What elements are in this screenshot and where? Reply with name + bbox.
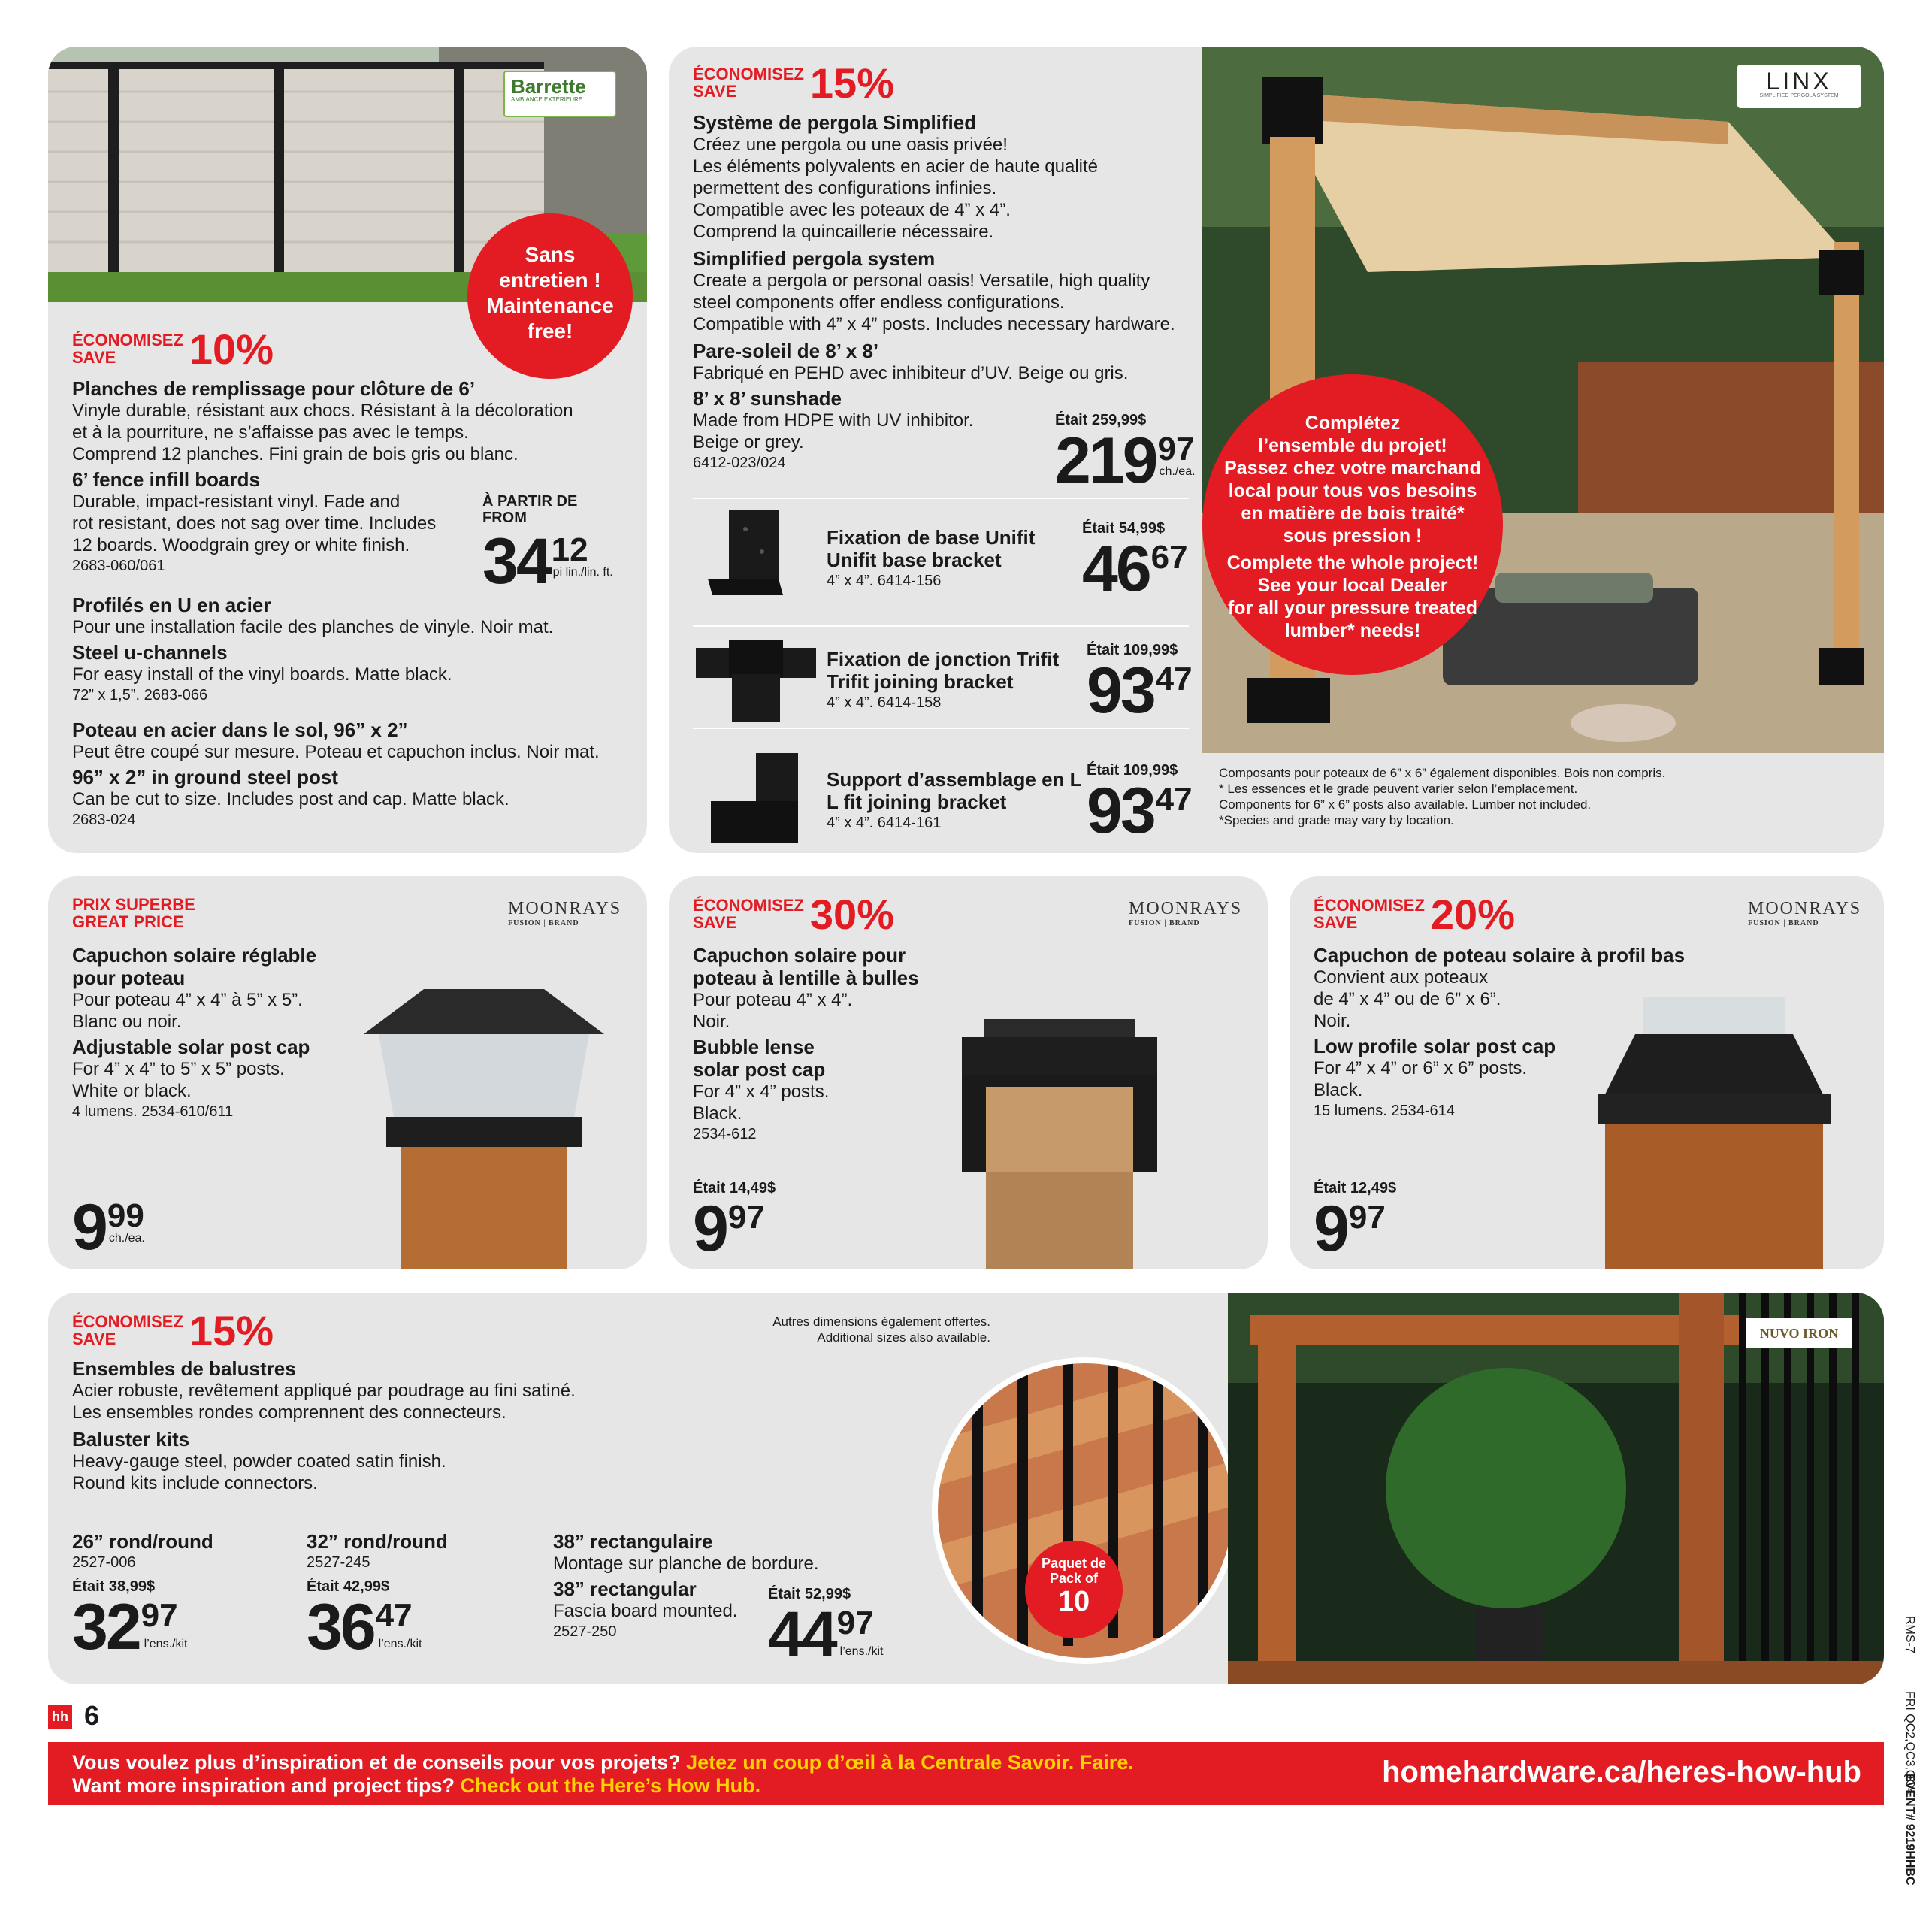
save-15-baluster-label: ÉCONOMISEZ SAVE 15% xyxy=(72,1307,274,1354)
baluster-38-rect-price: Était 52,99$ 44 97 l’ens./kit xyxy=(768,1586,884,1671)
trifit-bracket-image xyxy=(696,633,816,726)
adjustable-solar-cap-price: 9 99 ch./ea. xyxy=(72,1191,145,1263)
save-20-label: ÉCONOMISEZ SAVE 20% xyxy=(1314,891,1515,938)
deck-railing-photo xyxy=(1228,1293,1884,1684)
baluster-32-round: 32” rond/round 2527-245 Était 42,99$ 36 47 l’ens./kit xyxy=(307,1530,448,1663)
barrette-logo: Barrette AMBIANCE EXTÉRIEURE xyxy=(503,71,616,117)
fence-price: À PARTIR DE FROM 34 12 pi lin./lin. ft. xyxy=(482,493,613,597)
bubble-solar-cap-image xyxy=(939,1019,1180,1269)
adjustable-solar-cap-details: Capuchon solaire réglable pour poteau Pour poteau 4” x 4” à 5” x 5”. Blanc ou noir. Adjustable solar post cap For 4” x 4” to 5” x 5” posts. White or black. 4 lumens. 2534-610/611 xyxy=(72,944,317,1120)
footer-banner xyxy=(48,1742,1884,1805)
pergola-footnotes: Composants pour poteaux de 6” x 6” également disponibles. Bois non compris. * Les essences et le grade peuvent varier selon l’emplacement. Components for 6” x 6” posts also available. Lumber not included. *Species and grade may vary by location. xyxy=(1219,766,1666,827)
footer-tips-text: Vous voulez plus d’inspiration et de conseils pour vos projets? Jetez un coup d’œil à la Centrale Savoir. Faire. Want more inspiration and project tips? Check out the Here’s How Hub. xyxy=(72,1751,1134,1797)
additional-sizes-note: Autres dimensions également offertes. Additional sizes also available. xyxy=(772,1314,990,1345)
l-fit-bracket-price: Était 109,99$ 93 47 xyxy=(1087,762,1193,847)
heres-how-hub-link[interactable]: homehardware.ca/heres-how-hub xyxy=(1382,1756,1861,1789)
complete-project-circle: Complétez l’ensemble du projet! Passez chez votre marchand local pour tous vos besoins en matière de bois traité* sous pression ! Complete the whole project! See your local Dealer for all your pressure treated lumber* needs! xyxy=(1202,374,1503,675)
low-profile-solar-cap-price: Était 12,49$ 9 97 xyxy=(1314,1180,1397,1265)
save-30-label: ÉCONOMISEZ SAVE 30% xyxy=(693,891,894,938)
trifit-bracket-price: Était 109,99$ 93 47 xyxy=(1087,642,1193,727)
linx-logo: LINX SIMPLIFIED PERGOLA SYSTEM xyxy=(1737,65,1861,108)
sunshade-price: Était 259,99$ 219 97 ch./ea. xyxy=(1055,412,1196,497)
event-code: RMS-7 FRI QC2,QC3,QC4 EVENT# 9219HHBC xyxy=(1903,1616,1916,1886)
moonrays-logo: MOONRAYS FUSION | BRAND xyxy=(508,899,622,927)
bubble-solar-cap-price: Était 14,49$ 9 97 xyxy=(693,1180,776,1265)
pergola-panel xyxy=(669,47,1884,853)
home-hardware-logo: hh xyxy=(48,1705,72,1729)
adjustable-solar-cap-panel xyxy=(48,876,647,1269)
low-profile-solar-cap-panel xyxy=(1290,876,1884,1269)
bubble-solar-cap-details: Capuchon solaire pour poteau à lentille à bulles Pour poteau 4” x 4”. Noir. Bubble lense solar post cap For 4” x 4” posts. Black. 2534-612 xyxy=(693,944,919,1142)
bubble-solar-cap-panel xyxy=(669,876,1268,1269)
fence-panel xyxy=(48,47,647,853)
unifit-bracket-price: Était 54,99$ 46 67 xyxy=(1082,520,1188,605)
nuvo-iron-logo: NUVO IRON xyxy=(1746,1318,1852,1348)
l-fit-bracket-details: Support d’assemblage en L L fit joining bracket 4” x 4”. 6414-161 xyxy=(827,768,1082,831)
unifit-bracket-details: Fixation de base Unifit Unifit base bracket 4” x 4”. 6414-156 xyxy=(827,526,1036,589)
baluster-panel xyxy=(48,1293,1884,1684)
great-price-label: PRIX SUPERBE GREAT PRICE xyxy=(72,895,195,931)
moonrays-logo: MOONRAYS FUSION | BRAND xyxy=(1748,899,1862,927)
steel-post-details: Poteau en acier dans le sol, 96” x 2” Peut être coupé sur mesure. Poteau et capuchon inclus. Noir mat. 96” x 2” in ground steel post Can be cut to size. Includes post and cap. Matte black. 2683-024 xyxy=(72,718,600,828)
adjustable-solar-cap-image xyxy=(349,989,619,1269)
save-10-label: ÉCONOMISEZ SAVE 10% xyxy=(72,325,274,373)
baluster-details: Ensembles de balustres Acier robuste, revêtement appliqué par poudrage au fini satiné. Les ensembles rondes comprennent des connecteurs. Baluster kits Heavy-gauge steel, powder coated satin finish. Round kits include connectors. xyxy=(72,1357,576,1493)
baluster-26-round: 26” rond/round 2527-006 Était 38,99$ 32 97 l’ens./kit xyxy=(72,1530,213,1663)
fence-infill-details: Planches de remplissage pour clôture de 6’ Vinyle durable, résistant aux chocs. Résistant à la décoloration et à la pourriture, ne s’affaisse pas avec le temps. Comprend 12 planches. Fini grain de bois gris ou blanc. 6’ fence infill boards Durable, impact-resistant vinyl. Fade and rot resistant, does not sag over time. Includes 12 boards. Woodgrain grey or white finish. 2683-060/061 xyxy=(72,377,573,574)
low-profile-solar-cap-image xyxy=(1590,997,1838,1269)
pergola-system-details: Système de pergola Simplified Créez une pergola ou une oasis privée! Les éléments polyvalents en acier de haute qualité permettent des configurations infinies. Compatible avec les poteaux de 4” x 4”. Comprend la quincaillerie nécessaire. Simplified pergola system Create a pergola or personal oasis! Versatile, high quality steel components offer endless configurations. Compatible with 4” x 4” posts. Includes necessary hardware. Pare-soleil de 8’ x 8’ Fabriqué en PEHD avec inhibiteur d’UV. Beige ou gris. 8’ x 8’ sunshade Made from HDPE with UV inhibitor. Beige or grey. 6412-023/024 xyxy=(693,111,1175,471)
save-15-label: ÉCONOMISEZ SAVE 15% xyxy=(693,59,894,107)
baluster-38-rectangular: 38” rectangulaire Montage sur planche de bordure. 38” rectangular Fascia board mounted. 2527-250 xyxy=(553,1530,819,1640)
u-channel-details: Profilés en U en acier Pour une installation facile des planches de vinyle. Noir mat. Steel u-channels For easy install of the vinyl boards. Matte black. 72” x 1,5”. 2683-066 xyxy=(72,594,554,703)
page-number: 6 xyxy=(84,1700,100,1731)
l-fit-bracket-image xyxy=(711,753,801,846)
pack-of-10-badge: Paquet de Pack of 10 xyxy=(1025,1541,1123,1638)
unifit-bracket-image xyxy=(708,507,783,600)
moonrays-logo: MOONRAYS FUSION | BRAND xyxy=(1129,899,1243,927)
low-profile-solar-cap-details: Capuchon de poteau solaire à profil bas Convient aux poteaux de 4” x 4” ou de 6” x 6”. Noir. Low profile solar post cap For 4” x 4” or 6” x 6” posts. Black. 15 lumens. 2534-614 xyxy=(1314,944,1686,1119)
trifit-bracket-details: Fixation de jonction Trifit Trifit joining bracket 4” x 4”. 6414-158 xyxy=(827,648,1060,711)
maintenance-free-badge: Sans entretien ! Maintenance free! xyxy=(467,213,633,379)
